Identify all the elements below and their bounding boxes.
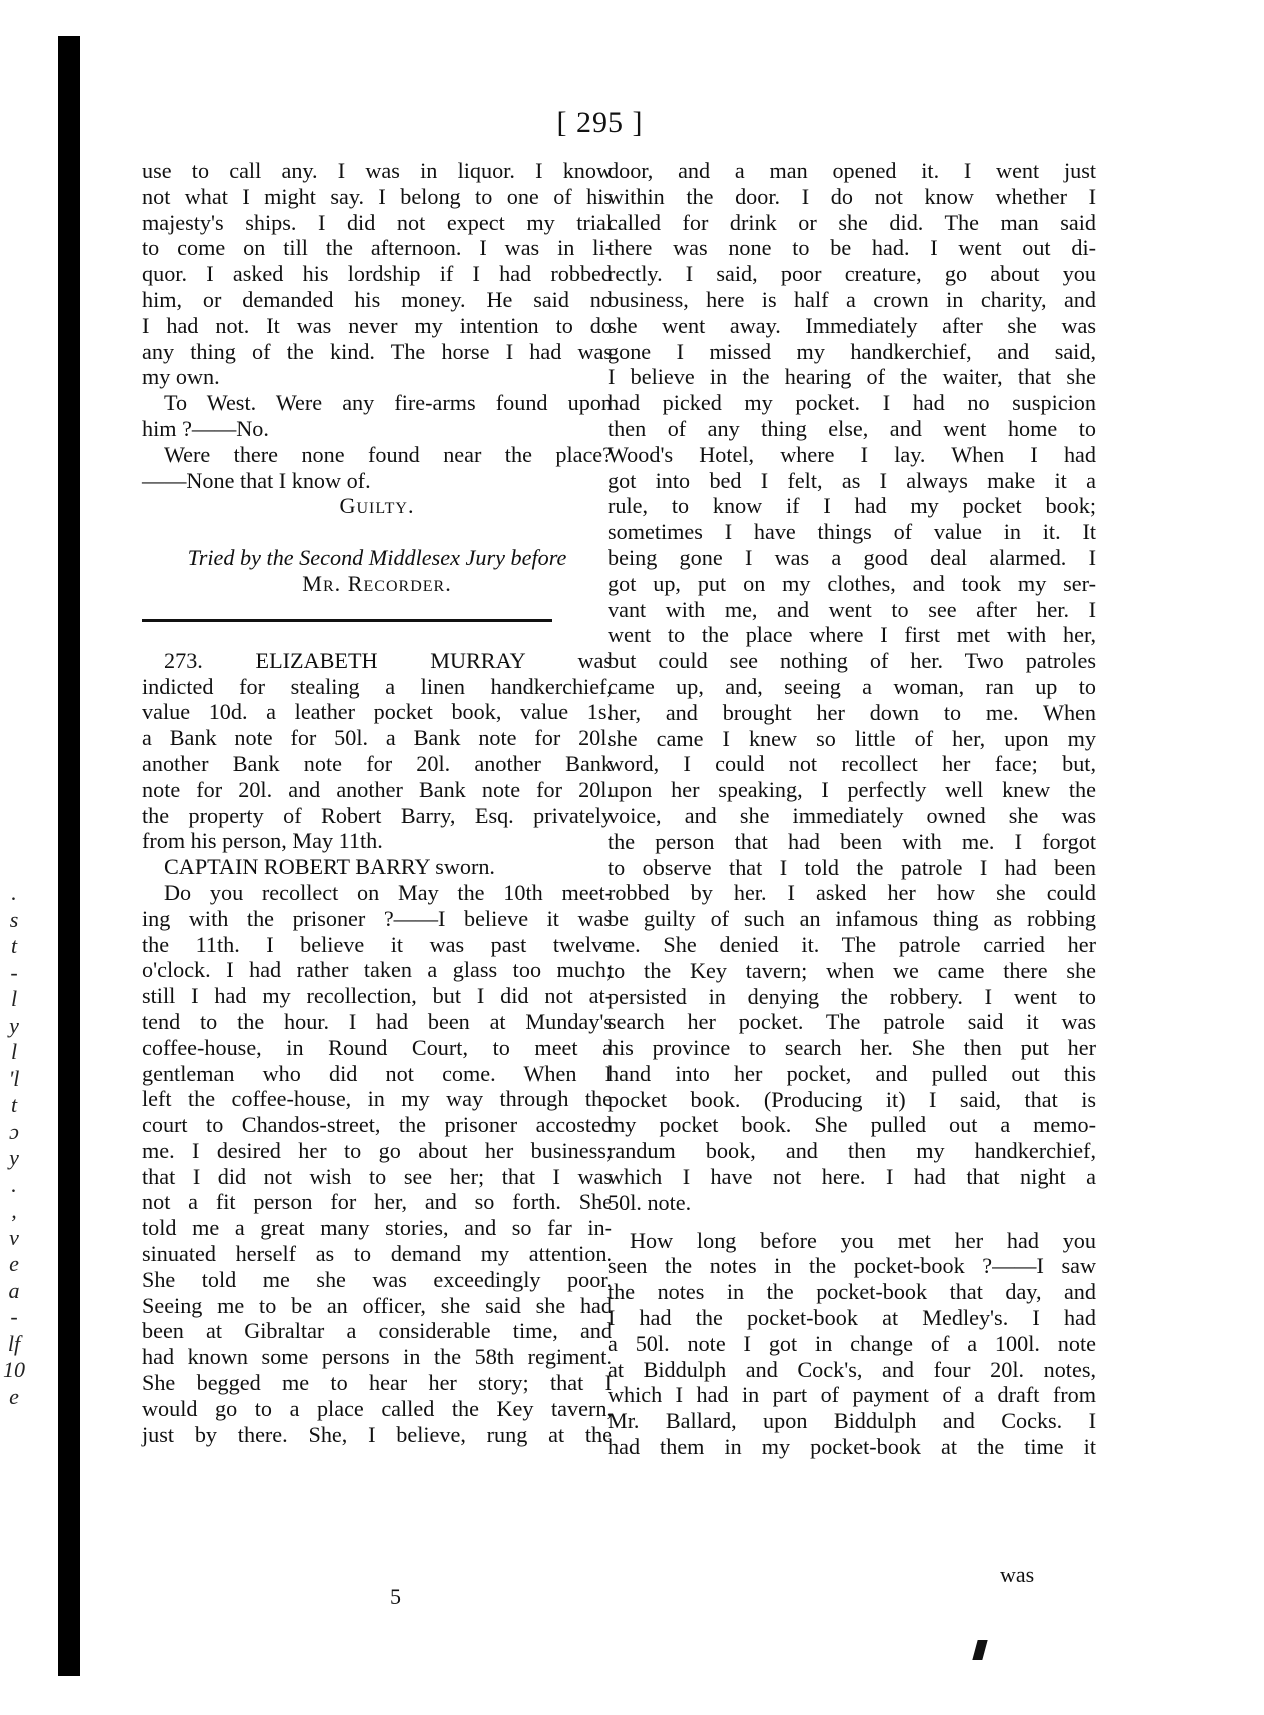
text-line: him ?——No. [142, 415, 269, 441]
catchword: was [1000, 1562, 1035, 1587]
text-line: business, here is half a crown in charity, and [608, 286, 1096, 312]
text-line: the person that had been with me. I forgot [608, 828, 1096, 854]
gutter-mark: - [10, 1304, 18, 1329]
text-line: 50l. note. [608, 1189, 692, 1215]
text-line: got into bed I felt, as I always make it a [608, 467, 1096, 493]
text-line: being gone I was a good deal alarmed. I [608, 544, 1096, 570]
gutter-mark: . [11, 880, 17, 905]
gutter-mark: t [10, 1092, 18, 1117]
gutter-mark: ɔ [9, 1118, 19, 1144]
text-line: I believe in the hearing of the waiter, that she [608, 364, 1096, 390]
text-line: sometimes I have things of value in it. It [608, 519, 1096, 545]
gutter-mark: l [10, 986, 18, 1011]
text-line: I had not. It was never my intention to do [142, 312, 612, 338]
text-line: which I have not here. I had that night a [608, 1164, 1096, 1190]
text-line: note for 20l. and another Bank note for 20l. [142, 776, 612, 802]
text-line: just by there. She, I believe, rung at the [142, 1421, 612, 1447]
gutter-bleed-through [0, 0, 56, 1715]
binding-shadow [58, 36, 80, 1676]
text-line: a 50l. note I got in change of a 100l. note [608, 1330, 1096, 1356]
text-line: him, or demanded his money. He said no [142, 286, 612, 312]
text-line: sinuated herself as to demand my attention. [142, 1241, 612, 1267]
text-line: the 11th. I believe it was past twelve [142, 931, 612, 957]
text-line: to come on till the afternoon. I was in li- [142, 235, 612, 261]
text-line: me. I desired her to go about her business; [142, 1137, 612, 1163]
text-line: persisted in denying the robbery. I went to [608, 983, 1096, 1009]
gutter-mark: y [9, 1145, 19, 1170]
text-line: rectly. I said, poor creature, go about you [608, 261, 1096, 287]
text-line: coffee-house, in Round Court, to meet a [142, 1034, 612, 1060]
text-line: to the Key tavern; when we came there she [608, 957, 1096, 983]
gutter-mark: , [11, 1198, 17, 1223]
text-line: went to the place where I first met with her, [608, 622, 1096, 648]
text-line: She told me she was exceedingly poor. [142, 1266, 612, 1292]
text-line: quor. I asked his lordship if I had robbed [142, 261, 612, 287]
text-line [142, 519, 612, 545]
text-line: majesty's ships. I did not expect my trial [142, 209, 612, 235]
gutter-mark: s [9, 906, 19, 932]
text-line: o'clock. I had rather taken a glass too much; [142, 957, 612, 983]
text-line: hand into her pocket, and pulled out this [608, 1060, 1096, 1086]
text-line: Tried by the Second Middlesex Jury before [187, 545, 567, 571]
text-line: pocket book. (Producing it) I said, that is [608, 1086, 1096, 1112]
text-line: tend to the hour. I had been at Munday's [142, 1008, 612, 1034]
text-line: CAPTAIN ROBERT BARRY sworn. [164, 854, 495, 880]
text-line: value 10d. a leather pocket book, value 1s. [142, 699, 612, 725]
text-line: had them in my pocket-book at the time it [608, 1434, 1096, 1460]
text-line: indicted for stealing a linen handkerchief, [142, 673, 612, 699]
text-line: his province to search her. She then put her [608, 1035, 1096, 1061]
text-line: which I had in part of payment of a draft from [608, 1382, 1096, 1408]
signature-mark: 5 [390, 1584, 401, 1609]
text-line: Mr. Ballard, upon Biddulph and Cocks. I [608, 1408, 1096, 1434]
text-line: within the door. I do not know whether I [608, 183, 1096, 209]
text-line: rule, to know if I had my pocket book; [608, 493, 1096, 519]
text-line: randum book, and then my handkerchief, [608, 1138, 1096, 1164]
left-column [142, 158, 612, 1447]
text-line: use to call any. I was in liquor. I know [142, 158, 612, 183]
text-line: robbed by her. I asked her how she could [608, 880, 1096, 906]
gutter-mark: 10 [3, 1357, 25, 1382]
text-line: her, and brought her down to me. When [608, 699, 1096, 725]
text-line: she came I knew so little of her, upon my [608, 725, 1096, 751]
text-line: vant with me, and went to see after her. I [608, 596, 1096, 622]
text-line: a Bank note for 50l. a Bank note for 20l. [142, 725, 612, 751]
gutter-mark: l [10, 1039, 18, 1064]
text-line: been at Gibraltar a considerable time, and [142, 1318, 612, 1344]
text-line: got up, put on my clothes, and took my ser- [608, 570, 1096, 596]
text-line: Seeing me to be an officer, she said she had [142, 1292, 612, 1318]
text-line: not a fit person for her, and so forth. She [142, 1189, 612, 1215]
text-line: ing with the prisoner ?——I believe it was [142, 905, 612, 931]
right-column [608, 158, 1096, 1460]
text-line: upon her speaking, I perfectly well knew the [608, 777, 1096, 803]
text-line: left the coffee-house, in my way through the [142, 1086, 612, 1112]
text-line: another Bank note for 20l. another Bank [142, 750, 612, 776]
text-line: the property of Robert Barry, Esq. privately [142, 802, 612, 828]
gutter-mark: a [8, 1277, 20, 1303]
text-line: gentleman who did not come. When I [142, 1060, 612, 1086]
text-line: but could see nothing of her. Two patroles [608, 648, 1096, 674]
gutter-mark: . [11, 1171, 17, 1197]
text-line: there was none to be had. I went out di- [608, 235, 1096, 261]
text-line: had picked my pocket. I had no suspicion [608, 390, 1096, 416]
gutter-mark: v [9, 1224, 19, 1250]
text-line: then of any thing else, and went home to [608, 415, 1096, 441]
section-rule [142, 619, 552, 622]
text-line: the notes in the pocket-book that day, and [608, 1279, 1096, 1305]
text-line: 273. ELIZABETH MURRAY was [164, 647, 612, 673]
gutter-mark: y [9, 1012, 19, 1038]
gutter-mark: e [9, 1383, 19, 1409]
gutter-mark: t [10, 933, 18, 958]
text-line: be guilty of such an infamous thing as robbing [608, 906, 1096, 932]
text-line: that I did not wish to see her; that I was [142, 1163, 612, 1189]
gutter-mark: e [9, 1251, 19, 1276]
text-line: still I had my recollection, but I did not at- [142, 983, 612, 1009]
text-line: Were there none found near the place? [164, 441, 612, 467]
text-line: she went away. Immediately after she was [608, 312, 1096, 338]
text-line: Guilty. [339, 493, 415, 519]
text-line: seen the notes in the pocket-book ?——I saw [608, 1253, 1096, 1279]
gutter-mark: lf [7, 1330, 21, 1356]
text-line: me. She denied it. The patrole carried her [608, 931, 1096, 957]
text-line [608, 1216, 1096, 1228]
text-line: Mr. Recorder. [302, 570, 452, 596]
text-line: She begged me to hear her story; that I [142, 1370, 612, 1396]
text-line: gone I missed my handkerchief, and said, [608, 338, 1096, 364]
gutter-mark: 'l [8, 1065, 20, 1091]
text-line: at Biddulph and Cock's, and four 20l. notes, [608, 1356, 1096, 1382]
text-line: Wood's Hotel, where I lay. When I had [608, 441, 1096, 467]
text-line: door, and a man opened it. I went just [608, 158, 1096, 183]
text-line: told me a great many stories, and so far in- [142, 1215, 612, 1241]
text-line: To West. Were any fire-arms found upon [164, 390, 612, 416]
text-line: had known some persons in the 58th regiment. [142, 1344, 612, 1370]
text-line: voice, and she immediately owned she was [608, 802, 1096, 828]
page-number: [ 295 ] [556, 106, 644, 139]
text-line: would go to a place called the Key tavern, [142, 1395, 612, 1421]
text-line: How long before you met her had you [630, 1227, 1096, 1253]
text-line: to observe that I told the patrole I had been [608, 854, 1096, 880]
text-line: called for drink or she did. The man said [608, 209, 1096, 235]
text-line: Do you recollect on May the 10th meet- [164, 879, 612, 905]
text-line: word, I could not recollect her face; but, [608, 751, 1096, 777]
text-line: ——None that I know of. [142, 467, 371, 493]
text-line: search her pocket. The patrole said it was [608, 1009, 1096, 1035]
gutter-mark: - [10, 959, 18, 985]
text-line: I had the pocket-book at Medley's. I had [608, 1305, 1096, 1331]
text-line: my pocket book. She pulled out a memo- [608, 1112, 1096, 1138]
text-line: not what I might say. I belong to one of his [142, 183, 612, 209]
text-line: any thing of the kind. The horse I had was [142, 338, 612, 364]
ink-blot [972, 1640, 987, 1660]
text-line: from his person, May 11th. [142, 828, 383, 854]
text-line: came up, and, seeing a woman, ran up to [608, 673, 1096, 699]
text-line: court to Chandos-street, the prisoner accosted [142, 1112, 612, 1138]
text-line: my own. [142, 364, 220, 390]
